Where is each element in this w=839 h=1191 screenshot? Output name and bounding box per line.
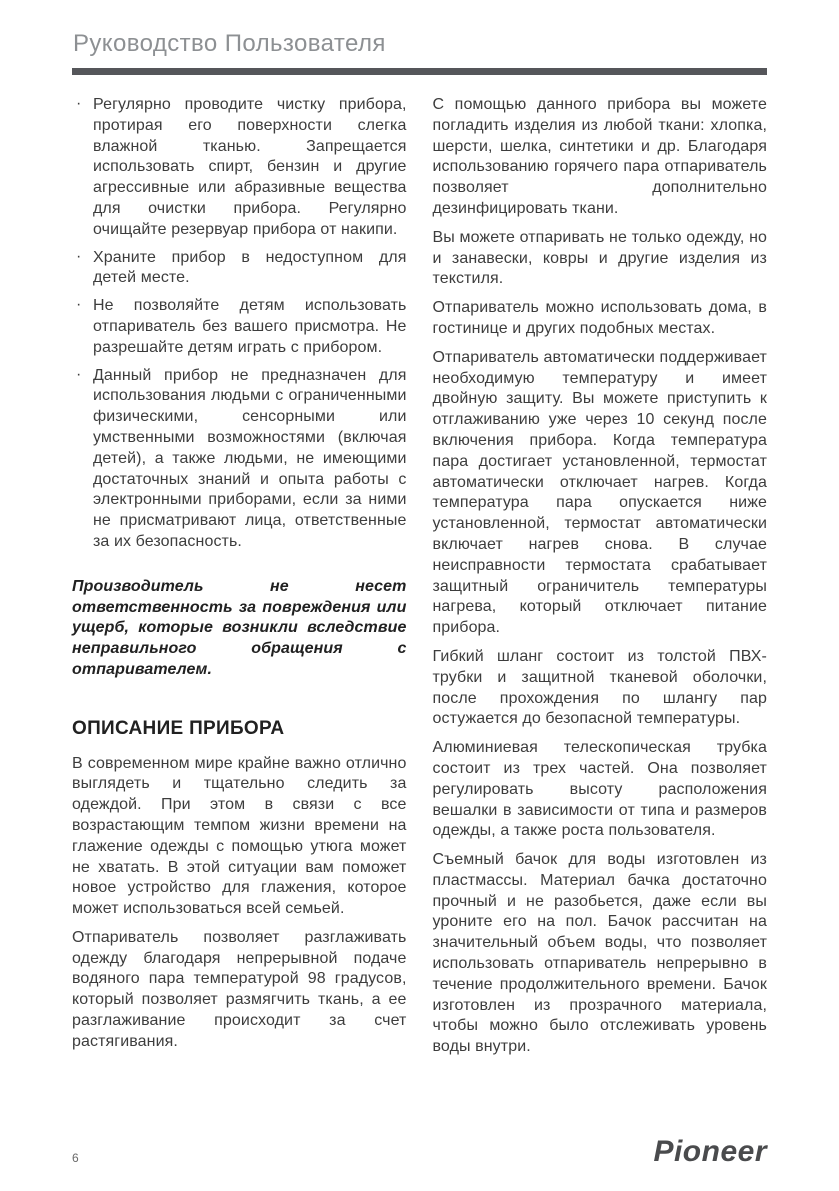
paragraph: Отпариватель можно использовать дома, в гостинице и других подобных местах. — [432, 299, 767, 337]
paragraph: Отпариватель автоматически поддерживает необходимую температуру и имеет двойную защиту. Вы можете приступить к отглаживанию уже через 10 секунд после включения прибора. Когда температура пара достигает установленной, термостат автоматически отключает нагрев. Когда температура пара опускается ниже установленной, термостат автоматически включает нагрев снова. В случае неисправности термостата срабатывает защитный ограничитель температуры нагрева, который отключает питание прибора. — [432, 348, 767, 637]
page-title: Руководство Пользователя — [73, 30, 386, 57]
list-item-text: Не позволяйте детям использовать отпариватель без вашего присмотра. Не разрешайте детям играть с прибором. — [93, 297, 407, 356]
list-item-text: Данный прибор не предназначен для использования людьми с ограниченными физическими, сенсорными или умственными возможностями (включая детей), а также людьми, не имеющими достаточных знаний и опыта работы с электронными приборами, если за ними не присматривают лица, ответственные за их безопасность. — [93, 366, 407, 550]
bullet-icon: · — [76, 296, 82, 314]
list-item — [72, 248, 407, 290]
safety-list — [72, 95, 407, 553]
right-column — [433, 95, 768, 1066]
paragraph: Съемный бачок для воды изготовлен из пластмассы. Материал бачка достаточно прочный и не разобьется, даже если вы уроните его на пол. Бачок рассчитан на значительный объем воды, что позволяет использовать отпариватель непрерывно в течение продолжительного времени. Бачок изготовлен из прозрачного материала, чтобы можно было отслеживать уровень воды внутри. — [432, 851, 767, 1056]
list-item — [72, 296, 407, 358]
bullet-icon: · — [76, 95, 82, 112]
brand-logo: Pioneer — [653, 1135, 767, 1168]
paragraph: Гибкий шланг состоит из толстой ПВХ-трубки и защитной тканевой оболочки, после прохождения по шлангу пар остужается до безопасной температуры. — [432, 647, 767, 728]
left-column — [72, 95, 407, 1066]
bullet-icon: · — [76, 247, 82, 265]
bullet-icon: · — [76, 365, 82, 383]
section-heading: ОПИСАНИЕ ПРИБОРА — [72, 717, 285, 739]
paragraph: Отпариватель позволяет разглаживать одежду благодаря непрерывной подаче водяного пара температурой 98 градусов, который позволяет размягчить ткань, а ее разглаживание происходит за счет растягивания. — [72, 928, 407, 1050]
paragraph: В современном мире крайне важно отлично выглядеть и тщательно следить за одеждой. При этом в связи с все возрастающим темпом жизни времени на глажение одежды с помощью утюга может не хватать. В этой ситуации вам поможет новое устройство для глажения, которое может использоваться всей семьей. — [72, 754, 407, 918]
content-columns — [72, 95, 767, 1066]
page-footer — [72, 1135, 767, 1169]
list-item-text: Регулярно проводите чистку прибора, протирая его поверхности слегка влажной тканью. Запрещается использовать спирт, бензин и другие агрессивные или абразивные вещества для очистки прибора. Регулярно очищайте резервуар прибора от накипи. — [93, 96, 407, 238]
paragraph: С помощью данного прибора вы можете погладить изделия из любой ткани: хлопка, шерсти, шелка, синтетики и др. Благодаря использованию горячего пара отпариватель позволяет дополнительно дезинфицировать ткани. — [432, 96, 767, 217]
paragraph: Вы можете отпаривать не только одежду, но и занавески, ковры и другие изделия из текстиля. — [432, 228, 767, 288]
paragraph: Алюминиевая телескопическая трубка состоит из трех частей. Она позволяет регулировать высоту расположения вешалки в зависимости от типа и размеров одежды, а также роста пользователя. — [432, 739, 767, 840]
list-item — [72, 95, 407, 241]
page-number: 6 — [72, 1151, 79, 1165]
page-content — [72, 30, 767, 1066]
list-item-text: Храните прибор в недоступном для детей месте. — [93, 248, 407, 287]
manufacturer-disclaimer: Производитель не несет ответственность за повреждения или ущерб, которые возникли вследствие неправильного обращения с отпаривателем. — [72, 577, 407, 678]
list-item — [72, 366, 407, 553]
title-divider — [72, 68, 767, 75]
